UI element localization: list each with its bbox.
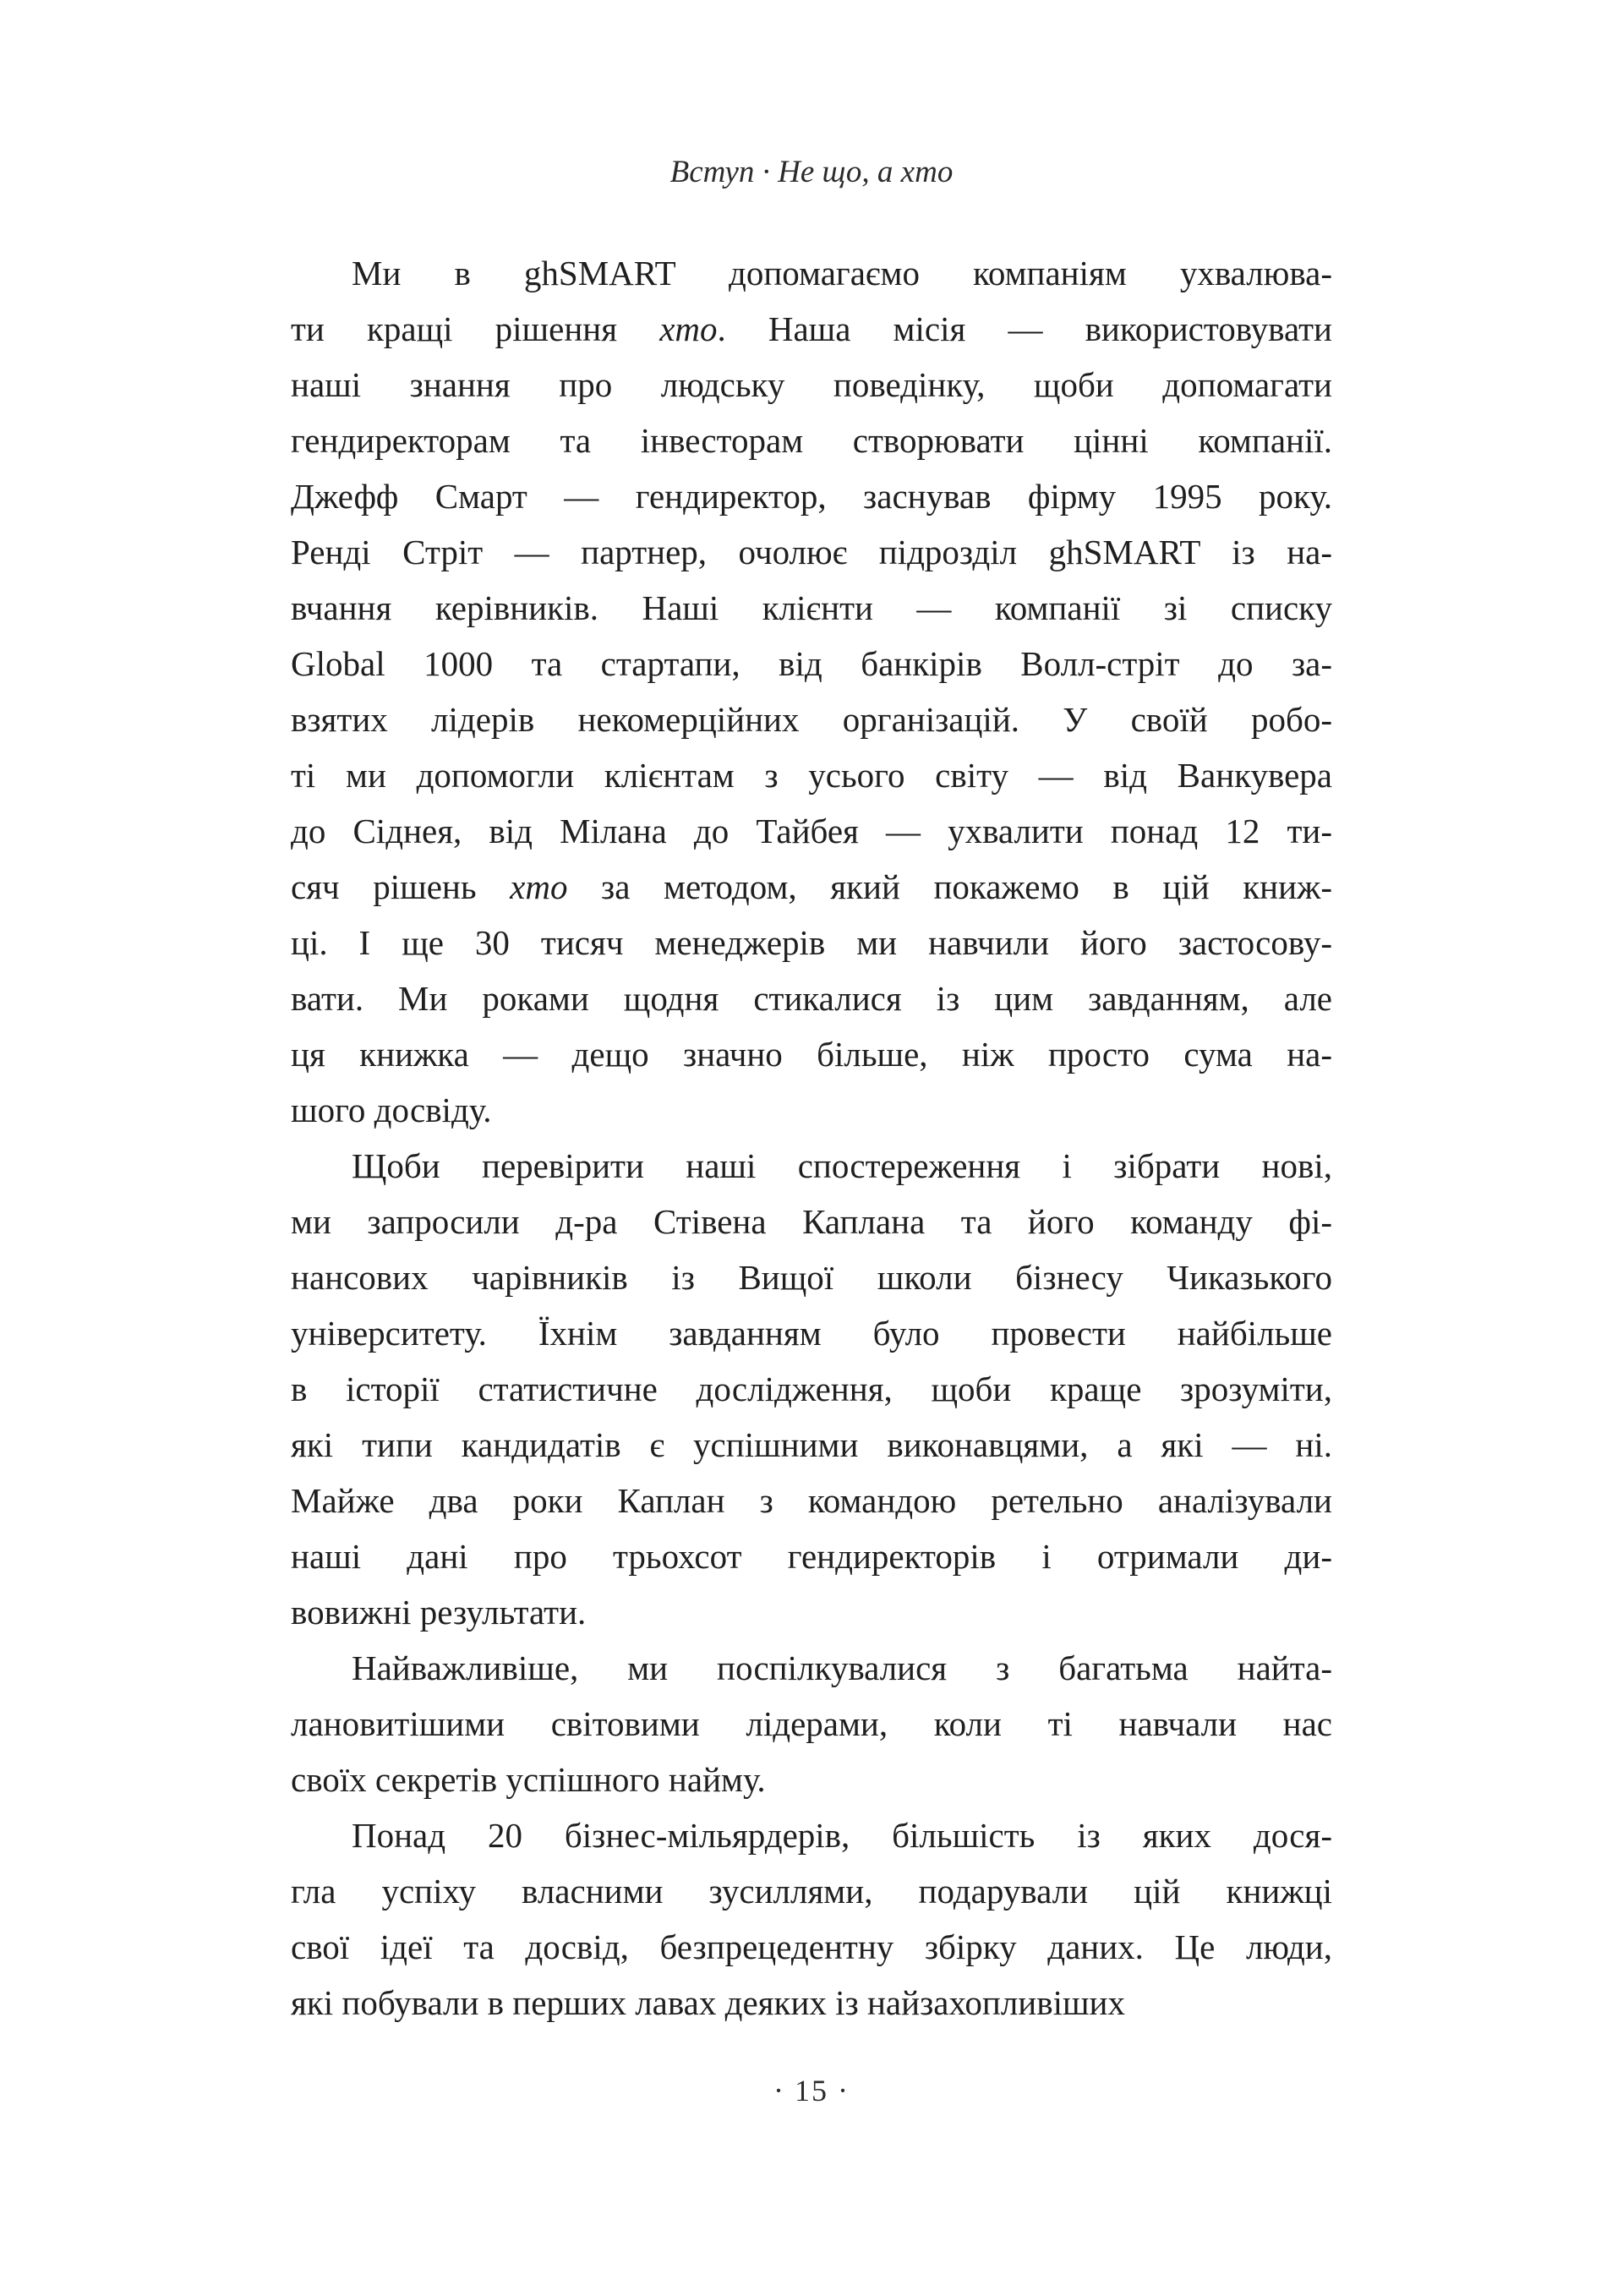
text-line: гендиректорам та інвесторам створювати цінні компанії. [291,421,1332,460]
text-line: ті ми допомогли клієнтам з усього світу — від Ванкувера [291,756,1332,795]
text-line: нансових чарівників із Вищої школи бізнесу Чиказького [291,1258,1332,1297]
text-line: лановитішими світовими лідерами, коли ті навчали нас [291,1704,1332,1743]
text-line: Найважливіше, ми поспілкувалися з багатьма найта- [352,1648,1332,1687]
paragraph [291,1807,1332,2031]
text-line: Global 1000 та стартапи, від банкірів Волл-стріт до за- [291,644,1332,683]
text-line: своїх секретів успішного найму. [291,1760,766,1799]
text-line: які побували в перших лавах деяких із найзахопливіших [291,1983,1126,2022]
text-line: Ми в ghSMART допомагаємо компаніям ухвалюва- [352,254,1332,292]
text-line: в історії статистичне дослідження, щоби краще зрозуміти, [291,1369,1332,1408]
text-line: ці. І ще 30 тисяч менеджерів ми навчили його застосову- [291,923,1332,962]
text-line: гла успіху власними зусиллями, подарували цій книжці [291,1872,1332,1911]
text-line: університету. Їхнім завданням було провести найбільше [291,1314,1332,1353]
text-line: ти кращі рішення хто. Наша місія — використовувати [291,309,1332,348]
text-line: Щоби перевірити наші спостереження і зібрати нові, [352,1146,1332,1185]
text-line: вати. Ми роками щодня стикалися із цим завданням, але [291,979,1332,1018]
text-line: ця книжка — дещо значно більше, ніж просто сума на- [291,1035,1332,1074]
text-line: Понад 20 бізнес-мільярдерів, більшість із яких дося- [352,1816,1332,1855]
text-line: Джефф Смарт — гендиректор, заснував фірму 1995 року. [291,477,1332,516]
text-line: вовижні результати. [291,1593,587,1632]
paragraph [291,1138,1332,1640]
page-number: · 15 · [773,2074,850,2107]
text-line: ми запросили д-ра Стівена Каплана та його команду фі- [291,1202,1332,1241]
text-line: шого досвіду. [291,1091,492,1129]
paragraph [291,245,1332,1138]
text-line: свої ідеї та досвід, безпрецедентну збірку даних. Це люди, [291,1927,1332,1966]
text-line: сяч рішень хто за методом, який покажемо в цій книж- [291,867,1332,906]
text-block [291,245,1332,2031]
text-line: вчання керівників. Наші клієнти — компанії зі списку [291,588,1332,627]
text-line: наші знання про людську поведінку, щоби допомагати [291,365,1332,404]
text-line: до Сіднея, від Мілана до Тайбея — ухвалити понад 12 ти- [291,812,1332,850]
text-line: Майже два роки Каплан з командою ретельно аналізували [291,1481,1332,1520]
paragraph [291,1640,1332,1807]
running-header: Вступ · Не що, а хто [669,155,954,189]
text-line: наші дані про трьохсот гендиректорів і отримали ди- [291,1537,1332,1576]
text-line: взятих лідерів некомерційних організацій. У своїй робо- [291,700,1332,739]
text-line: Ренді Стріт — партнер, очолює підрозділ ghSMART із на- [291,533,1332,571]
text-line: які типи кандидатів є успішними виконавцями, а які — ні. [291,1425,1332,1464]
